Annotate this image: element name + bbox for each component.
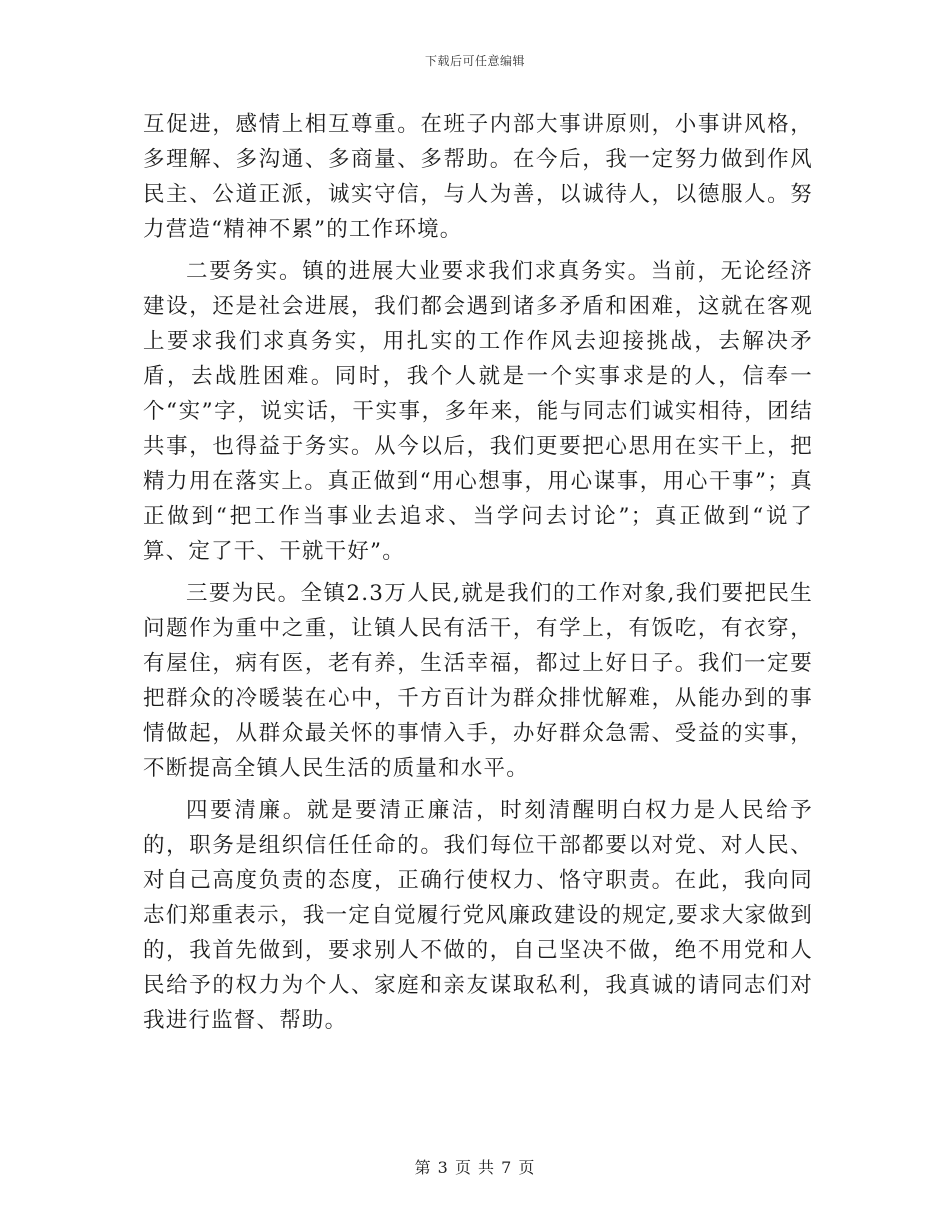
document-body (143, 107, 813, 1038)
page-header-note: 下载后可任意编辑 (424, 54, 525, 68)
page-number: 第 3 页 共 7 页 (414, 1158, 536, 1177)
paragraph-for-the-people: 三要为民。全镇2.3万人民,就是我们的工作对象,我们要把民生问题作为重中之重，让镇人民有活干，有学上，有饭吃，有衣穿，有屋住，病有医，老有养，生活幸福，都过上好日子。我们一定要把群众的冷暖装在心中，千方百计为群众排忧解难，从能办到的事情做起，从群众最关怀的事情入手，办好群众急需、受益的实事，不断提高全镇人民生活的质量和水平。 (143, 581, 813, 781)
paragraph-integrity: 四要清廉。就是要清正廉洁，时刻清醒明白权力是人民给予的，职务是组织信任任命的。我们每位干部都要以对党、对人民、对自己高度负责的态度，正确行使权力、恪守职责。在此，我向同志们郑重表示，我一定自觉履行党风廉政建设的规定,要求大家做到的，我首先做到，要求别人不做的，自己坚决不做，绝不用党和人民给予的权力为个人、家庭和亲友谋取私利，我真诚的请同志们对我进行监督、帮助。 (143, 798, 813, 1033)
paragraph-pragmatic: 二要务实。镇的进展大业要求我们求真务实。当前，无论经济建设，还是社会进展，我们都会遇到诸多矛盾和困难，这就在客观上要求我们求真务实，用扎实的工作作风去迎接挑战，去解决矛盾，去战胜困难。同时，我个人就是一个实事求是的人，信奉一个“实”字，说实话，干实事，多年来，能与同志们诚实相待，团结共事，也得益于务实。从今以后，我们更要把心思用在实干上，把精力用在落实上。真正做到“用心想事，用心谋事，用心干事”；真正做到“把工作当事业去追求、当学问去讨论”；真正做到“说了算、定了干、干就干好”。 (143, 259, 813, 564)
paragraph-continuation: 互促进，感情上相互尊重。在班子内部大事讲原则，小事讲风格，多理解、多沟通、多商量、多帮助。在今后，我一定努力做到作风民主、公道正派，诚实守信，与人为善，以诚待人，以德服人。努力营造“精神不累”的工作环境。 (143, 112, 813, 242)
